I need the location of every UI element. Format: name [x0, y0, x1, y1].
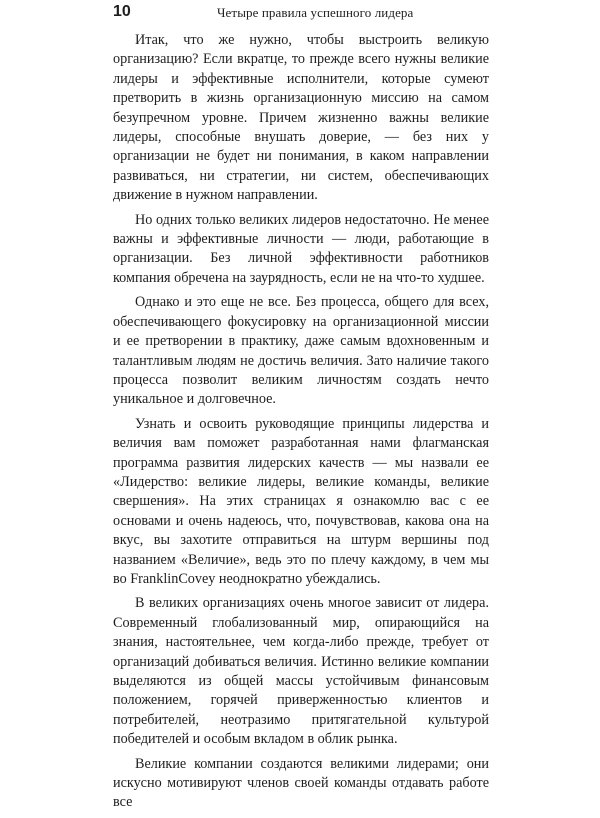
paragraph-4: Узнать и освоить руководящие принципы лидерства и величия вам поможет разработанная нами флагманская программа развития лидерских качеств — мы назвали ее «Лидерство: великие лидеры, великие команды, великие свершения». На этих страницах я ознакомлю вас с ее основами и очень надеюсь, что, почувствовав, какова она на вкус, вы захотите отправиться на штурм вершины под названием «Величие», ведь это по плечу каждому, в чем мы во FranklinCovey неоднократно убеждались. — [113, 415, 489, 587]
paragraph-5: В великих организациях очень многое зависит от лидера. Современный глобализованный мир, опирающийся на знания, настоятельнее, чем когда-либо прежде, требует от организаций добиваться величия. Истинно великие компании выделяются из общей массы устойчивым финансовым положением, горячей приверженностью клиентов и потребителей, неотразимо притягательной культурой победителей и особым вкладом в облик рынка. — [113, 595, 489, 748]
page-number: 10 — [113, 3, 131, 20]
paragraph-3: Однако и это еще не все. Без процесса, общего для всех, обеспечивающего фокусировку на организационной миссии и ее претворении в практику, даже самым вдохновенным и талантливым людям не достичь величия. Зато наличие такого процесса позволит великим личностям создать нечто уникальное и долговечное. — [113, 294, 489, 408]
paragraph-2: Но одних только великих лидеров недостаточно. Не менее важны и эффективные личности — люди, работающие в организации. Без личной эффективности работников компания обречена на заурядность, если не на что-то худшее. — [113, 211, 489, 286]
page-header — [113, 2, 489, 24]
paragraph-6: Великие компании создаются великими лидерами; они искусно мотивируют членов своей команды отдавать работе все — [113, 755, 489, 811]
paragraph-1: Итак, что же нужно, чтобы выстроить великую организацию? Если вкратце, то прежде всего нужны великие лидеры и эффективные исполнители, которые сумеют претворить в жизнь организационную миссию на самом безупречном уровне. Причем жизненно важны великие лидеры, способные внушать доверие, — без них у организации не будет ни понимания, в каком направлении развиваться, ни стратегии, ни систем, обеспечивающих движение в нужном направлении. — [113, 32, 489, 204]
running-title: Четыре правила успешного лидера — [217, 5, 414, 20]
page-body — [113, 31, 489, 818]
